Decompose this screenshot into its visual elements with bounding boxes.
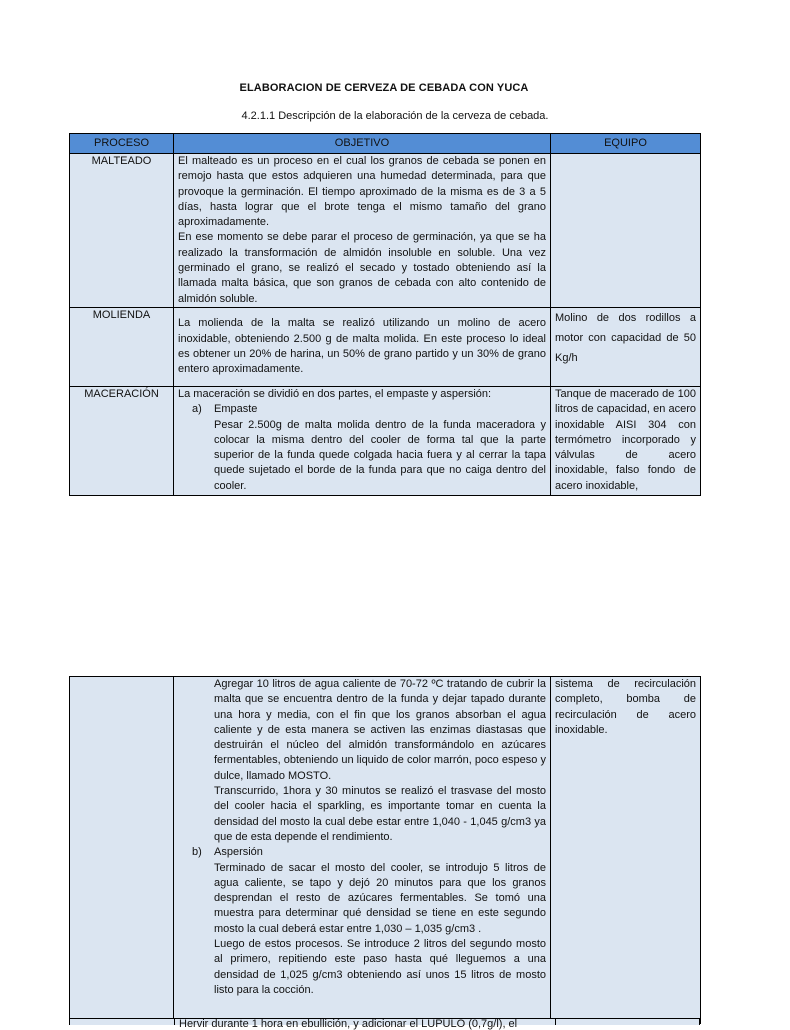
table-row-molienda bbox=[70, 308, 701, 387]
empaste-title: Empaste bbox=[214, 403, 258, 416]
document-title: ELABORACION DE CERVEZA DE CEBADA CON YUCA bbox=[239, 82, 529, 94]
process-table bbox=[69, 133, 701, 496]
next-row-equipo bbox=[556, 1019, 700, 1025]
segundo-mosto-text: Luego de estos procesos. Se introduce 2 litros del segundo mosto al primero, repitiendo este paso hasta qué lleguemos a una densidad de 1,025 g/cm3 obteniendo así unos 15 litros de mosto listo para la cocción. bbox=[214, 938, 546, 996]
objetivo-molienda: La molienda de la malta se realizó utilizando un molino de acero inoxidable, obteniendo 2.500 g de malta molida. En este proceso lo ideal es obtener un 20% de harina, un 50% de grano partido y un 30% de grano entero aproximadamente. bbox=[174, 308, 551, 387]
table-row-maceracion-continued bbox=[70, 677, 701, 1024]
header-objetivo: OBJETIVO bbox=[174, 134, 551, 154]
proceso-molienda: MOLIENDA bbox=[70, 308, 174, 387]
next-row-partial bbox=[69, 1018, 700, 1030]
section-subtitle: 4.2.1.1 Descripción de la elaboración de la cerveza de cebada. bbox=[241, 110, 549, 122]
objetivo-maceracion-continued bbox=[174, 677, 551, 1024]
aspersion-label: b) bbox=[192, 846, 202, 859]
next-row-objetivo: Hervir durante 1 hora en ebullición, y adicionar el LUPULO (0,7g/l), el bbox=[175, 1019, 556, 1025]
header-proceso: PROCESO bbox=[70, 134, 174, 154]
table-row-maceracion bbox=[70, 387, 701, 496]
aspersion-text: Terminado de sacar el mosto del cooler, se introdujo 5 litros de agua caliente, se tapo y dejó 20 minutos para que los granos desprendan el resto de azúcares fermentables. Se tomó una muestra para determinar qué densidad se tiene en este segundo mosto la cual deberá estar entre 1,030 – 1,035 g/cm3 . bbox=[214, 861, 546, 935]
trasvase-text: Transcurrido, 1hora y 30 minutos se realizó el trasvase del mosto del cooler hacia el sparkling, es importante tomar en cuenta la densidad del mosto la cual debe estar entre 1,040 - 1,045 g/cm3 ya que de esta depende el rendimiento. bbox=[214, 785, 546, 843]
header-equipo: EQUIPO bbox=[551, 134, 701, 154]
objetivo-malteado bbox=[174, 154, 551, 308]
process-table-continued bbox=[69, 676, 701, 1024]
objetivo-malteado-p2: En ese momento se debe parar el proceso de germinación, ya que se ha realizado la transformación de almidón insoluble en soluble. Una vez germinado el grano, se realizó el secado y tostado obteniendo así la llamada malta básica, que son granos de cebada con alto contenido de almidón soluble. bbox=[178, 231, 546, 305]
equipo-continued: sistema de recirculación completo, bomba de recirculación de acero inoxidable. bbox=[551, 677, 701, 1024]
aspersion-title: Aspersión bbox=[214, 846, 263, 859]
table-header-row bbox=[70, 134, 701, 154]
equipo-maceracion: Tanque de macerado de 100 litros de capacidad, en acero inoxidable AISI 304 con termómetro incorporado y válvulas de acero inoxidable, falso fondo de acero inoxidable, bbox=[551, 387, 701, 496]
table-row-malteado bbox=[70, 154, 701, 308]
next-row-proceso bbox=[70, 1019, 175, 1025]
objetivo-maceracion bbox=[174, 387, 551, 496]
equipo-malteado bbox=[551, 154, 701, 308]
objetivo-malteado-p1: El malteado es un proceso en el cual los granos de cebada se ponen en remojo hasta que estos adquieren una humedad determinada, para que provoque la germinación. El tiempo aproximado de la misma es de 3 a 5 días, hasta lograr que el brote tenga el mismo tamaño del grano aproximadamente. bbox=[178, 155, 546, 229]
maceracion-intro: La maceración se dividió en dos partes, el empaste y aspersión: bbox=[178, 388, 492, 400]
proceso-malteado: MALTEADO bbox=[70, 154, 174, 308]
equipo-molienda: Molino de dos rodillos a motor con capacidad de 50 Kg/h bbox=[551, 308, 701, 387]
empaste-text: Pesar 2.500g de malta molida dentro de la funda maceradora y colocar la misma dentro del cooler de forma tal que la parte superior de la funda quede colgada hacia fuera y al cerrar la tapa quede sujetado el borde de la funda para que no caiga dentro del cooler. bbox=[214, 418, 546, 492]
proceso-maceracion: MACERACIÓN bbox=[70, 387, 174, 496]
empaste-heading bbox=[178, 402, 546, 417]
proceso-empty bbox=[70, 677, 174, 1024]
aspersion-heading bbox=[178, 845, 546, 860]
empaste-agua-text: Agregar 10 litros de agua caliente de 70-72 ºC tratando de cubrir la malta que se encuentra dentro de la funda y dejar tapado durante una hora y media, con el fin que los granos absorban el agua caliente y de esta manera se activen las enzimas diastasas que destruirán el núcleo del almidón transformándolo en azúcares fermentables, obteniendo un liquido de color marrón, poco espeso y dulce, llamado MOSTO. bbox=[214, 678, 546, 782]
empaste-label: a) bbox=[192, 403, 202, 416]
